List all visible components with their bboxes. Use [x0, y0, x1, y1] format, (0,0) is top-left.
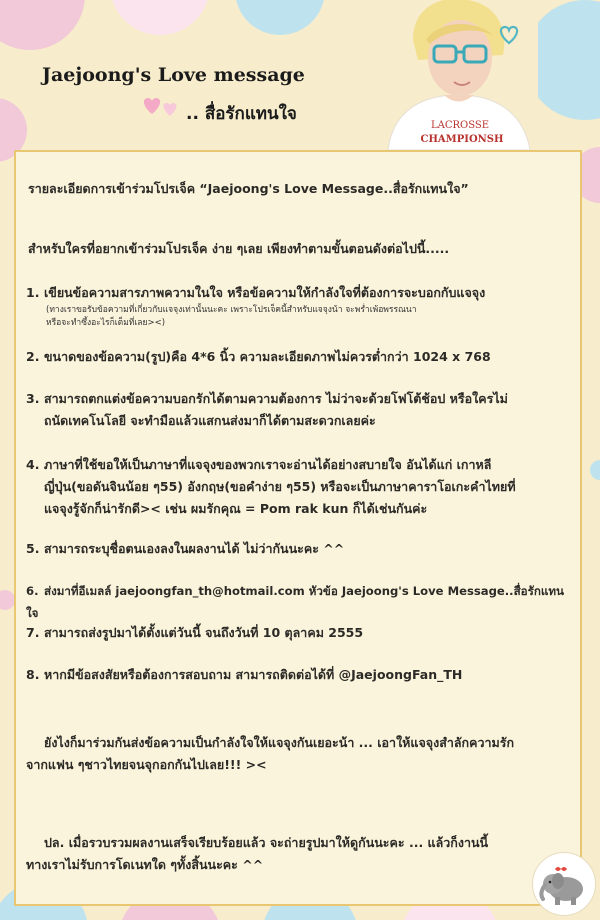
page-title: Jaejoong's Love message: [42, 64, 305, 86]
list-item-6: 6. ส่งมาที่อีเมลล์ jaejoongfan_th@hotmail.com หัวข้อ Jaejoong's Love Message..สื่อรักแทนใจ: [26, 584, 564, 620]
outline-heart-icon: [496, 22, 522, 46]
ps-line-1: ปล. เมื่อรวบรวมผลงานเสร็จเรียบร้อยแล้ว จะถ่ายรูปมาให้ดูกันนะคะ ... แล้วก็งานนี้: [44, 835, 489, 850]
closing-line-2: จากแฟน ๆชาวไทยจนจุกอกกันไปเลย!!! ><: [26, 757, 267, 772]
list-item-5: 5. สามารถระบุชื่อตนเองลงในผลงานได้ ไม่ว่ากันนะคะ ^^: [26, 541, 345, 556]
list-item-2: 2. ขนาดของข้อความ(รูป)คือ 4*6 นิ้ว ความละเอียดภาพไม่ควรต่ำกว่า 1024 x 768: [26, 349, 491, 364]
intro-text: รายละเอียดการเข้าร่วมโปรเจ็ค “Jaejoong's Love Message..สื่อรักแทนใจ”: [28, 181, 469, 196]
closing-line-1: ยังไงก็มาร่วมกันส่งข้อความเป็นกำลังใจให้แจจุงกันเยอะน้า ... เอาให้แจจุงสำลักความรัก: [44, 735, 515, 750]
lead-text: สำหรับใครที่อยากเข้าร่วมโปรเจ็ค ง่าย ๆเลย เพียงทำตามขั้นตอนดังต่อไปนี้.....: [28, 241, 450, 256]
item-1-note-line-2: หรือจะทำซึ้งอะไรก็เต็มที่เลย><): [46, 318, 166, 328]
item-1-note-line-1: (ทางเราขอรับข้อความที่เกี่ยวกับแจจุงเท่านั้นนะคะ เพราะโปรเจ็คนี้สำหรับแจจุงน้า จะพร่ำเพ้อพรรณนา: [46, 305, 417, 315]
list-item-1: 1. เขียนข้อความสารภาพความในใจ หรือข้อความให้กำลังใจที่ต้องการจะบอกกับแจจุง (ทางเราขอรับข้อความที่เกี่ยวกับแจจุงเท่านั้นนะคะ เพราะโปรเจ็คนี้สำหรับแจจุงน้า จะพร่ำเพ้อพรรณนา หรือจะทำซึ้งอะไรก็เต็มที่เลย><): [26, 282, 566, 330]
content-panel: [14, 150, 582, 906]
list-item-7: 7. สามารถส่งรูปมาได้ตั้งแต่วันนี้ จนถึงวันที่ 10 ตุลาคม 2555: [26, 625, 364, 640]
list-item-8: 8. หากมีข้อสงสัยหรือต้องการสอบถาม สามารถติดต่อได้ที่ @JaejoongFan_TH: [26, 667, 463, 682]
ps-line-2: ทางเราไม่รับการโดเนทใด ๆทั้งสิ้นนะคะ ^^: [26, 857, 264, 872]
list-item-3: 3. สามารถตกแต่งข้อความบอกรักได้ตามความต้องการ ไม่ว่าจะด้วยโฟโต้ช้อป หรือใครไม่ ถนัดเทคโนโลยี จะทำมือแล้วแสกนส่งมาก็ได้ตามสะดวกเลยค่ะ: [26, 391, 508, 428]
shirt-text-2: CHAMPIONSH: [420, 134, 504, 145]
page-subtitle: .. สื่อรักแทนใจ: [186, 104, 297, 124]
elephant-icon: [533, 853, 595, 915]
list-item-4: 4. ภาษาที่ใช้ขอให้เป็นภาษาที่แจจุงของพวกเราจะอ่านได้อย่างสบายใจ อันได้แก่ เกาหลี ญี่ปุ่น(ขอดันจินน้อย ๆ55) อังกฤษ(ขอคำง่าย ๆ55) หรือจะเป็นภาษาคาราโอเกะคำไทยที่ แจจุงรู้จักก็น่ารักดี>< เช่น ผมรักคุณ = Pom rak kun ก็ได้เช่นกันค่ะ: [26, 457, 516, 516]
hearts-icon: [140, 92, 184, 118]
elephant-mascot: [532, 852, 596, 916]
shirt-text-1: LACROSSE: [430, 120, 490, 131]
